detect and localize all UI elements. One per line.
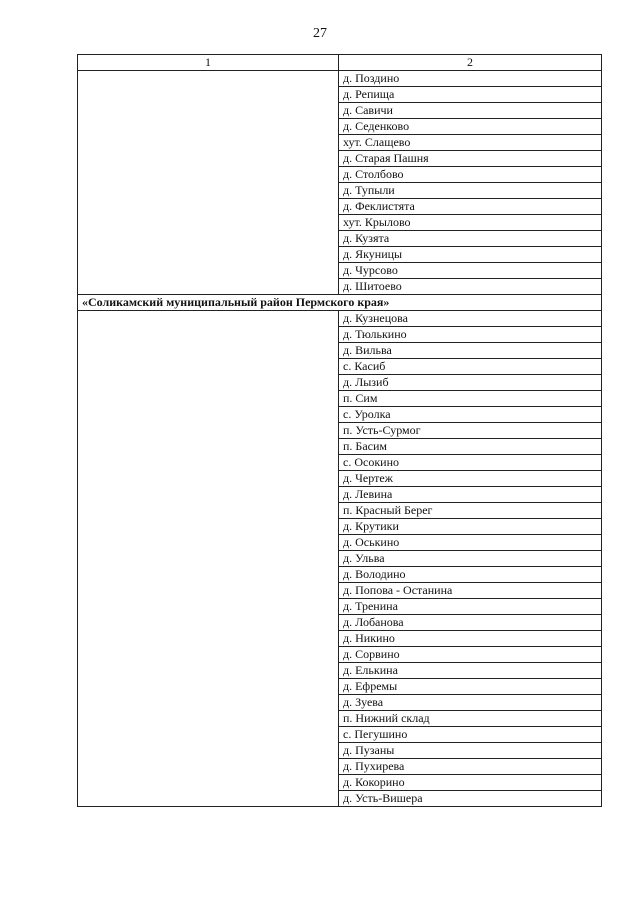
section-header-row xyxy=(78,295,602,311)
municipality-cell xyxy=(78,743,339,759)
settlement-cell: д. Тупыли xyxy=(339,183,602,199)
table-row xyxy=(78,263,602,279)
municipality-cell xyxy=(78,487,339,503)
municipality-cell xyxy=(78,71,339,87)
settlement-cell: д. Репища xyxy=(339,87,602,103)
municipality-cell xyxy=(78,503,339,519)
municipality-cell xyxy=(78,631,339,647)
table-row xyxy=(78,535,602,551)
table-row xyxy=(78,119,602,135)
municipality-cell xyxy=(78,647,339,663)
table-row xyxy=(78,743,602,759)
settlement-cell: д. Пухирева xyxy=(339,759,602,775)
settlement-cell: д. Столбово xyxy=(339,167,602,183)
column-header-1: 1 xyxy=(78,55,339,71)
table-header-row xyxy=(78,55,602,71)
settlement-cell: хут. Слащево xyxy=(339,135,602,151)
settlement-cell: д. Кузнецова xyxy=(339,311,602,327)
table-row xyxy=(78,327,602,343)
municipality-cell xyxy=(78,471,339,487)
table-row xyxy=(78,583,602,599)
table-row xyxy=(78,71,602,87)
table-row xyxy=(78,631,602,647)
table-row xyxy=(78,599,602,615)
settlement-cell: хут. Крылово xyxy=(339,215,602,231)
municipality-cell xyxy=(78,519,339,535)
municipality-cell xyxy=(78,455,339,471)
table-row xyxy=(78,775,602,791)
table-row xyxy=(78,151,602,167)
municipality-cell xyxy=(78,583,339,599)
settlement-cell: д. Кокорино xyxy=(339,775,602,791)
municipality-cell xyxy=(78,423,339,439)
table-row xyxy=(78,455,602,471)
table-row xyxy=(78,487,602,503)
table-row xyxy=(78,375,602,391)
municipality-cell xyxy=(78,711,339,727)
table-row xyxy=(78,727,602,743)
municipality-cell xyxy=(78,791,339,807)
settlement-cell: д. Кузята xyxy=(339,231,602,247)
settlement-cell: д. Феклистята xyxy=(339,199,602,215)
table-row xyxy=(78,759,602,775)
settlement-cell: п. Басим xyxy=(339,439,602,455)
settlement-cell: д. Оськино xyxy=(339,535,602,551)
settlement-cell: д. Ефремы xyxy=(339,679,602,695)
municipality-cell xyxy=(78,343,339,359)
municipality-cell xyxy=(78,215,339,231)
municipality-cell xyxy=(78,759,339,775)
settlement-cell: д. Левина xyxy=(339,487,602,503)
settlement-cell: д. Крутики xyxy=(339,519,602,535)
settlement-cell: п. Красный Берег xyxy=(339,503,602,519)
municipality-cell xyxy=(78,311,339,327)
table-row xyxy=(78,391,602,407)
municipality-cell xyxy=(78,231,339,247)
municipality-cell xyxy=(78,375,339,391)
settlement-cell: д. Чертеж xyxy=(339,471,602,487)
settlements-table xyxy=(77,54,602,807)
municipality-cell xyxy=(78,391,339,407)
municipality-cell xyxy=(78,551,339,567)
settlement-cell: д. Попова - Останина xyxy=(339,583,602,599)
table-row xyxy=(78,183,602,199)
table-row xyxy=(78,247,602,263)
settlement-cell: с. Пегушино xyxy=(339,727,602,743)
table-row xyxy=(78,663,602,679)
table-row xyxy=(78,679,602,695)
table-body xyxy=(78,55,602,807)
settlement-cell: п. Сим xyxy=(339,391,602,407)
municipality-cell xyxy=(78,535,339,551)
municipality-cell xyxy=(78,327,339,343)
municipality-cell xyxy=(78,679,339,695)
municipality-cell xyxy=(78,279,339,295)
settlement-cell: д. Чурсово xyxy=(339,263,602,279)
column-header-2: 2 xyxy=(339,55,602,71)
settlement-cell: с. Касиб xyxy=(339,359,602,375)
table-row xyxy=(78,647,602,663)
municipality-cell xyxy=(78,263,339,279)
settlement-cell: с. Осокино xyxy=(339,455,602,471)
municipality-cell xyxy=(78,775,339,791)
settlement-cell: д. Володино xyxy=(339,567,602,583)
municipality-cell xyxy=(78,103,339,119)
settlement-cell: д. Поздино xyxy=(339,71,602,87)
municipality-cell xyxy=(78,199,339,215)
municipality-cell xyxy=(78,119,339,135)
municipality-cell xyxy=(78,439,339,455)
settlement-cell: д. Тренина xyxy=(339,599,602,615)
settlement-cell: д. Якуницы xyxy=(339,247,602,263)
table-row xyxy=(78,311,602,327)
page-number: 27 xyxy=(313,26,327,41)
settlement-cell: д. Савичи xyxy=(339,103,602,119)
municipality-cell xyxy=(78,407,339,423)
table-row xyxy=(78,359,602,375)
municipality-cell xyxy=(78,135,339,151)
table-row xyxy=(78,615,602,631)
table-row xyxy=(78,471,602,487)
table-row xyxy=(78,695,602,711)
table-row xyxy=(78,423,602,439)
table-row xyxy=(78,135,602,151)
settlement-cell: д. Зуева xyxy=(339,695,602,711)
table-row xyxy=(78,519,602,535)
settlement-cell: д. Шитоево xyxy=(339,279,602,295)
table-row xyxy=(78,791,602,807)
table-row xyxy=(78,87,602,103)
table-row xyxy=(78,407,602,423)
section-title: «Соликамский муниципальный район Пермского края» xyxy=(78,295,602,311)
settlement-cell: д. Лызиб xyxy=(339,375,602,391)
municipality-cell xyxy=(78,695,339,711)
table-row xyxy=(78,439,602,455)
table-row xyxy=(78,279,602,295)
municipality-cell xyxy=(78,663,339,679)
municipality-cell xyxy=(78,247,339,263)
municipality-cell xyxy=(78,151,339,167)
table-row xyxy=(78,231,602,247)
settlement-cell: п. Нижний склад xyxy=(339,711,602,727)
table-row xyxy=(78,567,602,583)
settlement-cell: д. Ульва xyxy=(339,551,602,567)
table-row xyxy=(78,343,602,359)
settlement-cell: д. Пузаны xyxy=(339,743,602,759)
municipality-cell xyxy=(78,599,339,615)
table-row xyxy=(78,711,602,727)
table-row xyxy=(78,167,602,183)
table-row xyxy=(78,103,602,119)
settlement-cell: д. Елькина xyxy=(339,663,602,679)
settlement-cell: д. Усть-Вишера xyxy=(339,791,602,807)
settlement-cell: д. Вильва xyxy=(339,343,602,359)
municipality-cell xyxy=(78,359,339,375)
municipality-cell xyxy=(78,167,339,183)
table-row xyxy=(78,551,602,567)
settlement-cell: д. Тюлькино xyxy=(339,327,602,343)
municipality-cell xyxy=(78,87,339,103)
settlement-cell: д. Седенково xyxy=(339,119,602,135)
settlement-cell: д. Никино xyxy=(339,631,602,647)
municipality-cell xyxy=(78,615,339,631)
settlement-cell: п. Усть-Сурмог xyxy=(339,423,602,439)
municipality-cell xyxy=(78,183,339,199)
table-row xyxy=(78,215,602,231)
settlement-cell: с. Уролка xyxy=(339,407,602,423)
table-row xyxy=(78,503,602,519)
settlement-cell: д. Лобанова xyxy=(339,615,602,631)
municipality-cell xyxy=(78,567,339,583)
table-row xyxy=(78,199,602,215)
settlement-cell: д. Сорвино xyxy=(339,647,602,663)
municipality-cell xyxy=(78,727,339,743)
settlement-cell: д. Старая Пашня xyxy=(339,151,602,167)
